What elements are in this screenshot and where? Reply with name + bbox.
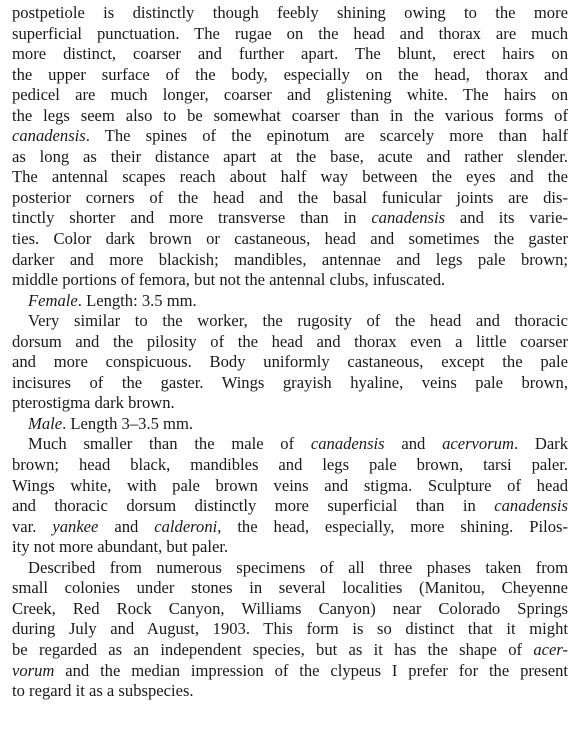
text-run: more distinct, coarser and further apart. The blunt, erect hairs on (12, 44, 568, 64)
text-line (12, 147, 568, 168)
text-line (12, 250, 568, 271)
text-run: tinctly shorter and more transverse than in (12, 208, 372, 228)
text-run: and thoracic dorsum distinctly more superficial than in (12, 496, 495, 516)
text-line (12, 65, 568, 86)
text-run: Very similar to the worker, the rugosity of the head and thoracic (28, 311, 568, 331)
italic-term: canadensis (310, 434, 385, 454)
italic-term: canadensis (12, 126, 86, 146)
italic-term: acer- (533, 639, 568, 659)
text-run: , the head, especially, more shining. Pilos- (217, 516, 568, 536)
section-heading (12, 291, 568, 312)
text-line (12, 599, 568, 620)
text-run: as long as their distance apart at the base, acute and rather slender. (12, 146, 568, 166)
text-run: pterostigma dark brown. (12, 393, 175, 413)
text-run: small colonies under stones in several localities (Manitou, Cheyenne (12, 578, 568, 598)
text-run: the upper surface of the body, especially on the head, thorax and (12, 64, 568, 84)
text-run: ity not more abundant, but paler. (12, 537, 229, 557)
italic-term: Female (28, 290, 78, 310)
text-line (12, 167, 568, 188)
text-run: to regard it as a subspecies. (12, 681, 194, 701)
paragraph (12, 311, 568, 414)
text-run: the legs seem also to be somewhat coarser than in the various forms of (12, 105, 568, 125)
text-line (12, 393, 568, 414)
text-run: and more conspicuous. Body uniformly castaneous, except the pale (12, 352, 568, 372)
text-run: postpetiole is distinctly though feebly shining owing to the more (12, 3, 568, 22)
text-run: var. (12, 516, 53, 536)
text-line (12, 352, 568, 373)
text-line (12, 208, 568, 229)
text-run: and the median impression of the clypeus I prefer for the present (54, 660, 568, 680)
text-run: . Length 3–3.5 mm. (62, 413, 194, 433)
text-line (12, 126, 568, 147)
text-line (12, 332, 568, 353)
text-line (12, 537, 568, 558)
text-run: The antennal scapes reach about half way between the eyes and the (12, 167, 568, 187)
text-line (12, 291, 568, 312)
text-line (12, 270, 568, 291)
italic-term: yankee (52, 516, 99, 536)
text-line (12, 373, 568, 394)
text-line (12, 106, 568, 127)
text-run: Creek, Red Rock Canyon, Williams Canyon) near Colorado Springs (12, 598, 568, 618)
text-line (12, 24, 568, 45)
text-line (12, 476, 568, 497)
text-line (12, 188, 568, 209)
text-run: pedicel are much longer, coarser and glistening white. The hairs on (12, 85, 568, 105)
text-run: brown; head black, mandibles and legs pale brown, tarsi paler. (12, 455, 568, 475)
text-run: superficial punctuation. The rugae on the head and thorax are much (12, 23, 568, 43)
text-line (12, 640, 568, 661)
text-line (12, 434, 568, 455)
italic-term: canadensis (371, 208, 446, 228)
text-line (12, 311, 568, 332)
paragraph (12, 3, 568, 291)
text-run: be regarded as an independent species, but as it has the shape of (12, 639, 534, 659)
text-run: Much smaller than the male of (28, 434, 311, 454)
text-run: and its varie- (445, 208, 568, 228)
text-line (12, 661, 568, 682)
italic-term: vorum (12, 660, 55, 680)
text-run: and (98, 516, 155, 536)
text-line (12, 558, 568, 579)
italic-term: canadensis (494, 496, 568, 516)
text-line (12, 496, 568, 517)
italic-term: acervorum (442, 434, 514, 454)
text-run: Wings white, with pale brown veins and stigma. Sculpture of head (12, 475, 568, 495)
italic-term: Male (28, 413, 63, 433)
text-line (12, 517, 568, 538)
text-run: . Length: 3.5 mm. (77, 290, 197, 310)
paragraph (12, 558, 568, 702)
italic-term: calderoni (154, 516, 218, 536)
text-run: Described from numerous specimens of all three phases taken from (28, 557, 568, 577)
text-run: middle portions of femora, but not the antennal clubs, infuscated. (12, 270, 446, 290)
text-line (12, 455, 568, 476)
section-heading (12, 414, 568, 435)
document-page (12, 3, 568, 702)
text-line (12, 414, 568, 435)
text-line (12, 229, 568, 250)
text-line (12, 619, 568, 640)
text-line (12, 3, 568, 24)
text-run: incisures of the gaster. Wings grayish hyaline, veins pale brown, (12, 372, 568, 392)
text-line (12, 578, 568, 599)
text-line (12, 44, 568, 65)
text-run: darker and more blackish; mandibles, antennae and legs pale brown; (12, 249, 568, 269)
text-run: posterior corners of the head and the basal funicular joints are dis- (12, 187, 568, 207)
text-run: and (384, 434, 443, 454)
text-run: . The spines of the epinotum are scarcely more than half (85, 126, 568, 146)
text-run: dorsum and the pilosity of the head and thorax even a little coarser (12, 331, 568, 351)
text-line (12, 85, 568, 106)
text-run: . Dark (513, 434, 568, 454)
text-run: ties. Color dark brown or castaneous, head and sometimes the gaster (12, 229, 568, 249)
paragraph (12, 434, 568, 557)
text-run: during July and August, 1903. This form is so distinct that it might (12, 619, 568, 639)
text-line (12, 681, 568, 702)
